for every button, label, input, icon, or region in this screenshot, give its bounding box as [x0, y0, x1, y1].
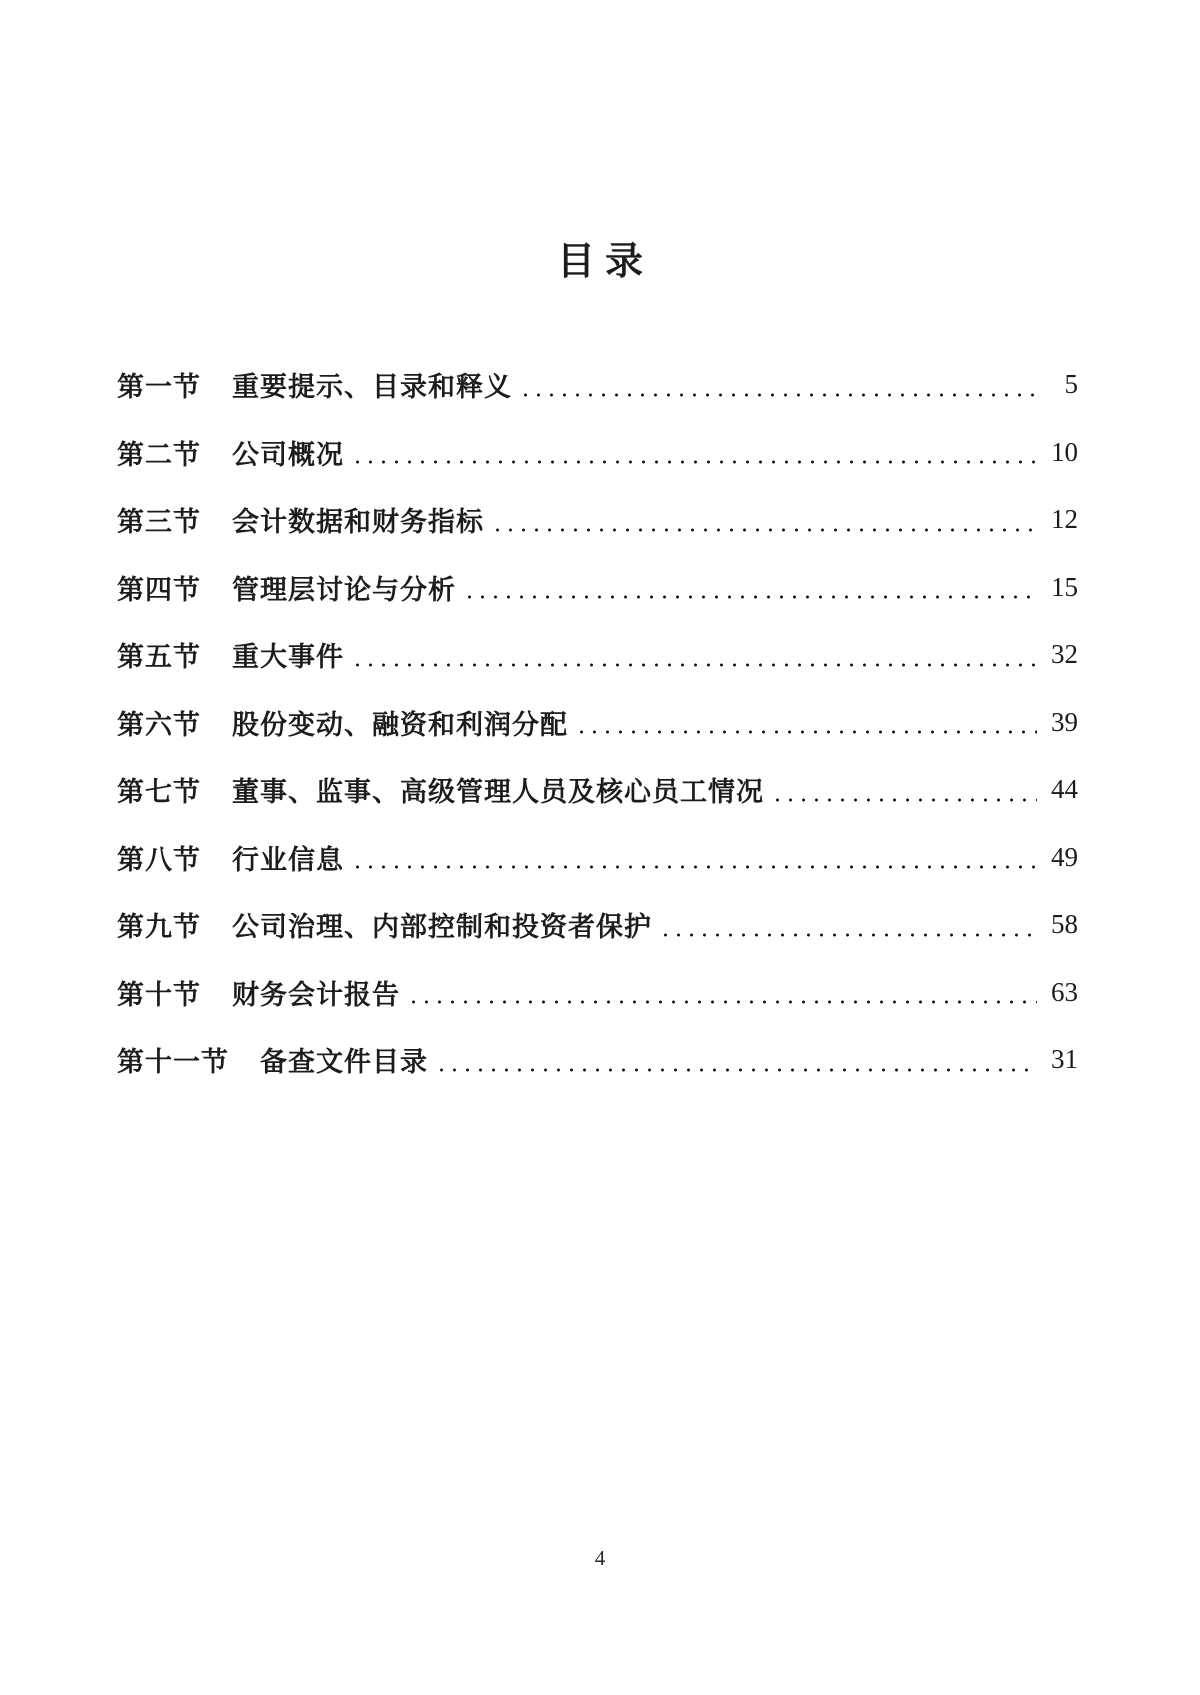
footer-page-number: 4 [594, 1546, 606, 1570]
toc-entry[interactable] [117, 621, 1078, 689]
toc-page-number: 12 [1051, 504, 1078, 535]
toc-page-number: 31 [1051, 1044, 1078, 1075]
toc-entry[interactable] [117, 891, 1078, 959]
toc-entry[interactable] [117, 554, 1078, 622]
dot-leader [459, 554, 1037, 622]
toc-page-number: 63 [1051, 976, 1078, 1007]
toc-entry-title: 重大事件 [232, 642, 344, 673]
toc-chapter-label: 第四节 [117, 574, 201, 605]
toc-chapter-label: 第十节 [117, 979, 201, 1010]
toc-entry[interactable] [117, 419, 1078, 487]
toc-page-number: 5 [1064, 369, 1078, 400]
toc-entry[interactable] [117, 1026, 1078, 1094]
toc-page-number: 39 [1051, 706, 1078, 737]
dot-leader [515, 351, 1037, 419]
dot-leader [655, 891, 1037, 959]
toc-chapter-label: 第二节 [117, 439, 201, 470]
toc-entry[interactable] [117, 959, 1078, 1027]
dot-leader [487, 486, 1037, 554]
toc-entry-title: 股份变动、融资和利润分配 [232, 709, 568, 740]
page-footer [0, 1546, 1200, 1571]
toc-entry-title: 管理层讨论与分析 [232, 574, 456, 605]
toc-chapter-label: 第十一节 [117, 1047, 229, 1078]
toc-entry[interactable] [117, 689, 1078, 757]
dot-leader [431, 1026, 1037, 1094]
dot-leader [403, 959, 1037, 1027]
toc-entry-title: 董事、监事、高级管理人员及核心员工情况 [232, 777, 764, 808]
dot-leader [347, 824, 1037, 892]
toc-chapter-label: 第五节 [117, 642, 201, 673]
toc-entry-title: 行业信息 [232, 844, 344, 875]
toc-page-number: 10 [1051, 436, 1078, 467]
toc-entry-title: 公司治理、内部控制和投资者保护 [232, 912, 652, 943]
toc-chapter-label: 第三节 [117, 507, 201, 538]
dot-leader [767, 756, 1037, 824]
table-of-contents [117, 351, 1078, 1094]
toc-chapter-label: 第六节 [117, 709, 201, 740]
page-title: 目录 [556, 241, 653, 283]
toc-page-number: 32 [1051, 639, 1078, 670]
toc-page-number: 15 [1051, 571, 1078, 602]
dot-leader [347, 419, 1037, 487]
toc-entry-title: 会计数据和财务指标 [232, 507, 484, 538]
toc-page-number: 49 [1051, 841, 1078, 872]
toc-entry-title: 公司概况 [232, 439, 344, 470]
toc-entry[interactable] [117, 824, 1078, 892]
dot-leader [347, 621, 1037, 689]
toc-entry[interactable] [117, 486, 1078, 554]
toc-chapter-label: 第七节 [117, 777, 201, 808]
toc-chapter-label: 第一节 [117, 372, 201, 403]
toc-chapter-label: 第八节 [117, 844, 201, 875]
toc-entry-title: 财务会计报告 [232, 979, 400, 1010]
toc-entry-title: 重要提示、目录和释义 [232, 372, 512, 403]
toc-page-number: 44 [1051, 774, 1078, 805]
toc-page-number: 58 [1051, 909, 1078, 940]
toc-entry-title: 备查文件目录 [260, 1047, 428, 1078]
toc-entry[interactable] [117, 756, 1078, 824]
dot-leader [571, 689, 1037, 757]
toc-entry[interactable] [117, 351, 1078, 419]
toc-chapter-label: 第九节 [117, 912, 201, 943]
